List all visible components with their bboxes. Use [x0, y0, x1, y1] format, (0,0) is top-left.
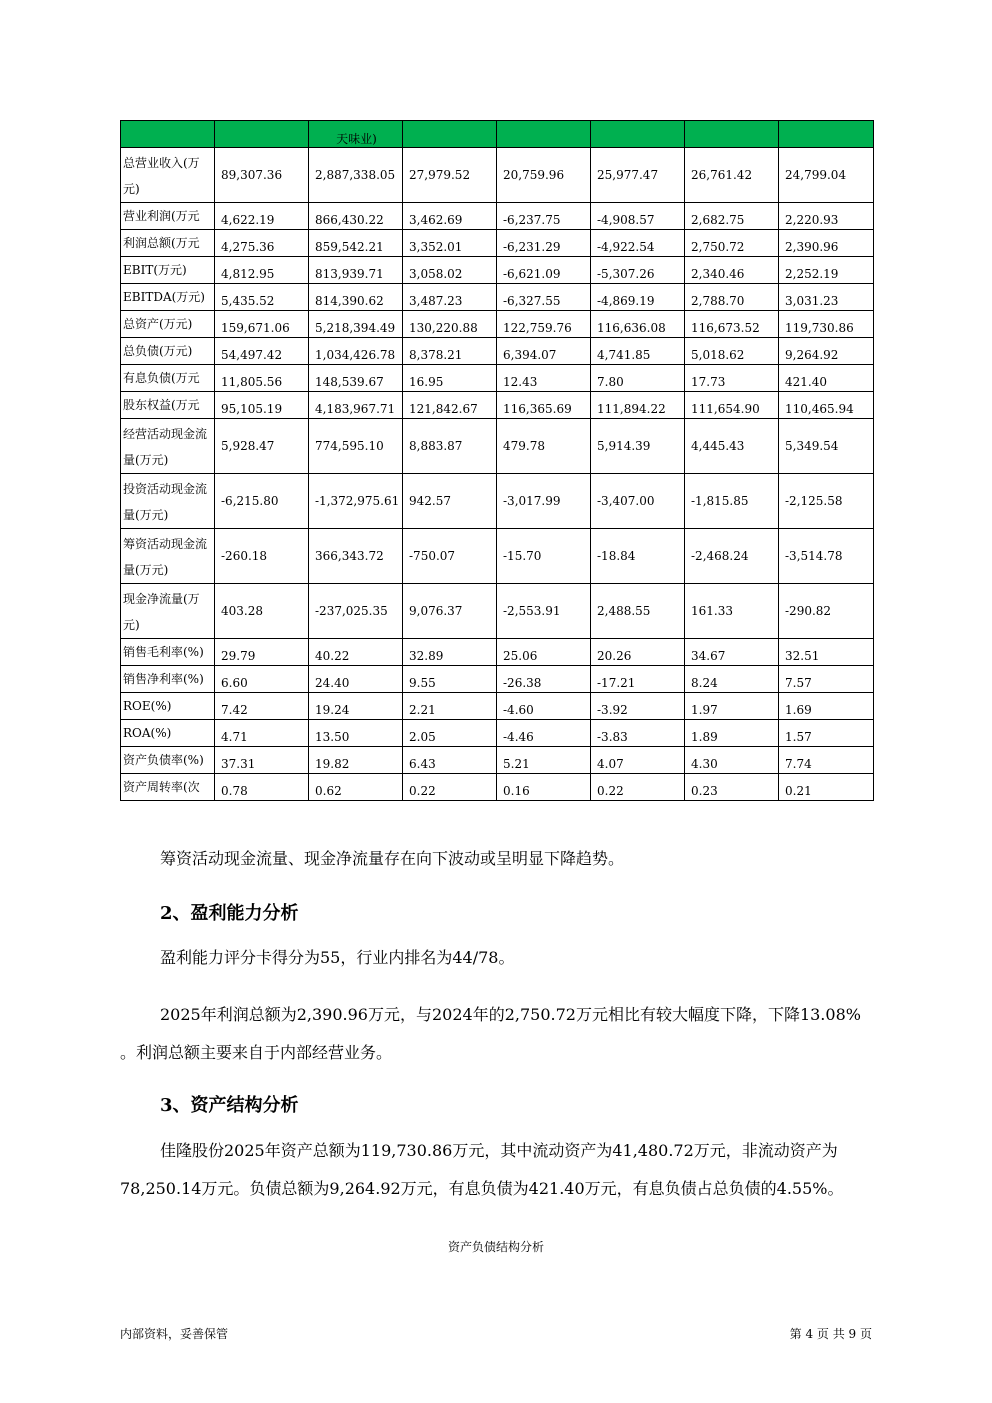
table-cell: 2.21: [403, 693, 497, 720]
table-cell: -3.92: [591, 693, 685, 720]
table-cell: -6,327.55: [497, 284, 591, 311]
table-cell: 2,390.96: [779, 230, 874, 257]
table-cell: 3,462.69: [403, 203, 497, 230]
table-cell: 37.31: [215, 747, 309, 774]
table-cell: 19.82: [309, 747, 403, 774]
table-cell: 403.28: [215, 584, 309, 639]
row-label: 现金净流量(万元): [121, 584, 215, 639]
row-label: 资产周转率(次: [121, 774, 215, 801]
table-cell: 814,390.62: [309, 284, 403, 311]
chart-caption: 资产负债结构分析: [447, 1240, 544, 1254]
table-row: [121, 693, 874, 720]
table-cell: 27,979.52: [403, 148, 497, 203]
row-label: 总营业收入(万元): [121, 148, 215, 203]
table-cell: 4.30: [685, 747, 779, 774]
table-cell: 4,812.95: [215, 257, 309, 284]
paragraph-assets-line2: 78,250.14万元。负债总额为9,264.92万元，有息负债为421.40万元，有息负债占总负债的4.55%。: [120, 1179, 844, 1198]
table-cell: -4.46: [497, 720, 591, 747]
paragraph-cashflow-trend: 筹资活动现金流量、现金净流量存在向下波动或呈明显下降趋势。: [160, 849, 625, 868]
financial-comparison-table: [120, 120, 874, 801]
table-row: [121, 720, 874, 747]
row-label: 总资产(万元): [121, 311, 215, 338]
table-cell: 110,465.94: [779, 392, 874, 419]
table-row: [121, 747, 874, 774]
table-cell: -4,908.57: [591, 203, 685, 230]
table-header-row: [121, 121, 874, 148]
table-cell: 4.07: [591, 747, 685, 774]
table-cell: 89,307.36: [215, 148, 309, 203]
table-row: [121, 338, 874, 365]
table-cell: 1.57: [779, 720, 874, 747]
table-cell: 774,595.10: [309, 419, 403, 474]
table-cell: 25.06: [497, 639, 591, 666]
table-cell: 116,365.69: [497, 392, 591, 419]
table-cell: -2,125.58: [779, 474, 874, 529]
table-cell: 4,622.19: [215, 203, 309, 230]
row-label: ROA(%): [121, 720, 215, 747]
table-cell: 24,799.04: [779, 148, 874, 203]
table-cell: 366,343.72: [309, 529, 403, 584]
table-cell: 4,741.85: [591, 338, 685, 365]
table-row: [121, 529, 874, 584]
table-row: [121, 284, 874, 311]
table-header-cell: [121, 121, 215, 148]
table-cell: -2,553.91: [497, 584, 591, 639]
table-cell: 2,252.19: [779, 257, 874, 284]
table-cell: 5,349.54: [779, 419, 874, 474]
table-cell: 9.55: [403, 666, 497, 693]
table-cell: 2,220.93: [779, 203, 874, 230]
table-cell: 859,542.21: [309, 230, 403, 257]
table-cell: 9,076.37: [403, 584, 497, 639]
table-cell: 3,352.01: [403, 230, 497, 257]
row-label: 股东权益(万元: [121, 392, 215, 419]
table-cell: -290.82: [779, 584, 874, 639]
table-row: [121, 774, 874, 801]
table-cell: 7.74: [779, 747, 874, 774]
paragraph-profit-total-line1: 2025年利润总额为2,390.96万元，与2024年的2,750.72万元相比有较大幅度下降，下降13.08%: [160, 1005, 861, 1024]
table-cell: -6,215.80: [215, 474, 309, 529]
table-cell: 12.43: [497, 365, 591, 392]
table-cell: 8,883.87: [403, 419, 497, 474]
table-row: [121, 257, 874, 284]
table-cell: 5,435.52: [215, 284, 309, 311]
table-cell: 0.78: [215, 774, 309, 801]
table-cell: 942.57: [403, 474, 497, 529]
table-cell: 116,673.52: [685, 311, 779, 338]
table-cell: 111,894.22: [591, 392, 685, 419]
table-cell: 9,264.92: [779, 338, 874, 365]
section-heading-asset-structure: 3、资产结构分析: [160, 1095, 299, 1116]
table-cell: 813,939.71: [309, 257, 403, 284]
table-row: [121, 584, 874, 639]
table-cell: 26,761.42: [685, 148, 779, 203]
table-row: [121, 365, 874, 392]
table-cell: 8,378.21: [403, 338, 497, 365]
table-header-cell: [779, 121, 874, 148]
row-label: 营业利润(万元: [121, 203, 215, 230]
table-cell: 5,018.62: [685, 338, 779, 365]
table-cell: 130,220.88: [403, 311, 497, 338]
table-row: [121, 419, 874, 474]
table-cell: 111,654.90: [685, 392, 779, 419]
table-cell: 8.24: [685, 666, 779, 693]
table-cell: 866,430.22: [309, 203, 403, 230]
table-cell: 119,730.86: [779, 311, 874, 338]
table-cell: -260.18: [215, 529, 309, 584]
table-cell: 2,887,338.05: [309, 148, 403, 203]
table-cell: 40.22: [309, 639, 403, 666]
table-cell: 2,682.75: [685, 203, 779, 230]
table-cell: -15.70: [497, 529, 591, 584]
table-header-cell: [497, 121, 591, 148]
table-header-cell: [685, 121, 779, 148]
table-cell: 1.69: [779, 693, 874, 720]
row-label: 总负债(万元): [121, 338, 215, 365]
table-cell: 25,977.47: [591, 148, 685, 203]
table-cell: 19.24: [309, 693, 403, 720]
table-cell: 7.57: [779, 666, 874, 693]
table-cell: 5.21: [497, 747, 591, 774]
table-cell: 161.33: [685, 584, 779, 639]
table-cell: -4,922.54: [591, 230, 685, 257]
table-row: [121, 311, 874, 338]
row-label: 经营活动现金流量(万元): [121, 419, 215, 474]
table-header-cell: [215, 121, 309, 148]
table-cell: 2.05: [403, 720, 497, 747]
table-cell: 95,105.19: [215, 392, 309, 419]
table-cell: 3,487.23: [403, 284, 497, 311]
table-cell: 0.23: [685, 774, 779, 801]
table-cell: 4,445.43: [685, 419, 779, 474]
table-row: [121, 148, 874, 203]
table-cell: -1,815.85: [685, 474, 779, 529]
row-label: EBIT(万元): [121, 257, 215, 284]
table-cell: 0.16: [497, 774, 591, 801]
table-cell: 6.43: [403, 747, 497, 774]
table-cell: 24.40: [309, 666, 403, 693]
table-cell: -17.21: [591, 666, 685, 693]
row-label: ROE(%): [121, 693, 215, 720]
table-cell: 6.60: [215, 666, 309, 693]
row-label: 投资活动现金流量(万元): [121, 474, 215, 529]
row-label: 销售毛利率(%): [121, 639, 215, 666]
table-row: [121, 392, 874, 419]
table-cell: 0.22: [403, 774, 497, 801]
table-cell: -3,407.00: [591, 474, 685, 529]
table-cell: 2,488.55: [591, 584, 685, 639]
table-cell: -1,372,975.61: [309, 474, 403, 529]
table-cell: 0.21: [779, 774, 874, 801]
table-cell: -4.60: [497, 693, 591, 720]
table-cell: -6,621.09: [497, 257, 591, 284]
row-label: 有息负债(万元: [121, 365, 215, 392]
table-cell: -6,231.29: [497, 230, 591, 257]
footer-confidential: 内部资料，妥善保管: [120, 1327, 229, 1341]
table-cell: 6,394.07: [497, 338, 591, 365]
table-cell: 5,928.47: [215, 419, 309, 474]
table-cell: 148,539.67: [309, 365, 403, 392]
table-row: [121, 639, 874, 666]
table-cell: 2,750.72: [685, 230, 779, 257]
table-header-cell: [591, 121, 685, 148]
table-cell: 34.67: [685, 639, 779, 666]
table-cell: 13.50: [309, 720, 403, 747]
table-cell: 3,031.23: [779, 284, 874, 311]
table-cell: 122,759.76: [497, 311, 591, 338]
table-cell: 17.73: [685, 365, 779, 392]
table-cell: 7.80: [591, 365, 685, 392]
table-cell: 4,275.36: [215, 230, 309, 257]
table-cell: -6,237.75: [497, 203, 591, 230]
row-label: 利润总额(万元: [121, 230, 215, 257]
table-cell: -237,025.35: [309, 584, 403, 639]
table-cell: -750.07: [403, 529, 497, 584]
row-label: 销售净利率(%): [121, 666, 215, 693]
paragraph-profit-total-line2: 。利润总额主要来自于内部经营业务。: [120, 1043, 393, 1062]
table-cell: 3,058.02: [403, 257, 497, 284]
table-cell: -4,869.19: [591, 284, 685, 311]
table-cell: 2,788.70: [685, 284, 779, 311]
table-cell: -26.38: [497, 666, 591, 693]
table-cell: 421.40: [779, 365, 874, 392]
table-cell: 121,842.67: [403, 392, 497, 419]
table-row: [121, 474, 874, 529]
row-label: 资产负债率(%): [121, 747, 215, 774]
table-cell: -3,514.78: [779, 529, 874, 584]
paragraph-assets-line1: 佳隆股份2025年资产总额为119,730.86万元，其中流动资产为41,480.72万元，非流动资产为: [160, 1141, 838, 1160]
table-cell: 1,034,426.78: [309, 338, 403, 365]
table-cell: -2,468.24: [685, 529, 779, 584]
footer-page-number: 第 4 页 共 9 页: [789, 1327, 872, 1341]
table-cell: 16.95: [403, 365, 497, 392]
table-cell: 479.78: [497, 419, 591, 474]
table-cell: 1.97: [685, 693, 779, 720]
table-row: [121, 203, 874, 230]
table-cell: 0.62: [309, 774, 403, 801]
table-cell: 20,759.96: [497, 148, 591, 203]
table-row: [121, 230, 874, 257]
table-cell: 1.89: [685, 720, 779, 747]
section-heading-profitability: 2、盈利能力分析: [160, 903, 299, 924]
table-cell: 29.79: [215, 639, 309, 666]
table-cell: 32.51: [779, 639, 874, 666]
paragraph-profit-score: 盈利能力评分卡得分为55，行业内排名为44/78。: [160, 948, 515, 967]
table-cell: 0.22: [591, 774, 685, 801]
table-cell: 5,914.39: [591, 419, 685, 474]
table-cell: 4.71: [215, 720, 309, 747]
table-row: [121, 666, 874, 693]
table-cell: 11,805.56: [215, 365, 309, 392]
table-cell: 2,340.46: [685, 257, 779, 284]
table-cell: 159,671.06: [215, 311, 309, 338]
row-label: 筹资活动现金流量(万元): [121, 529, 215, 584]
table-cell: 7.42: [215, 693, 309, 720]
table-header-cell: 天味业): [309, 121, 403, 148]
table-cell: -5,307.26: [591, 257, 685, 284]
table-cell: -3.83: [591, 720, 685, 747]
table-cell: 20.26: [591, 639, 685, 666]
table-cell: 32.89: [403, 639, 497, 666]
table-cell: 54,497.42: [215, 338, 309, 365]
table-cell: 5,218,394.49: [309, 311, 403, 338]
table-cell: 116,636.08: [591, 311, 685, 338]
table-cell: -3,017.99: [497, 474, 591, 529]
table-cell: 4,183,967.71: [309, 392, 403, 419]
row-label: EBITDA(万元): [121, 284, 215, 311]
table-cell: -18.84: [591, 529, 685, 584]
table-header-cell: [403, 121, 497, 148]
